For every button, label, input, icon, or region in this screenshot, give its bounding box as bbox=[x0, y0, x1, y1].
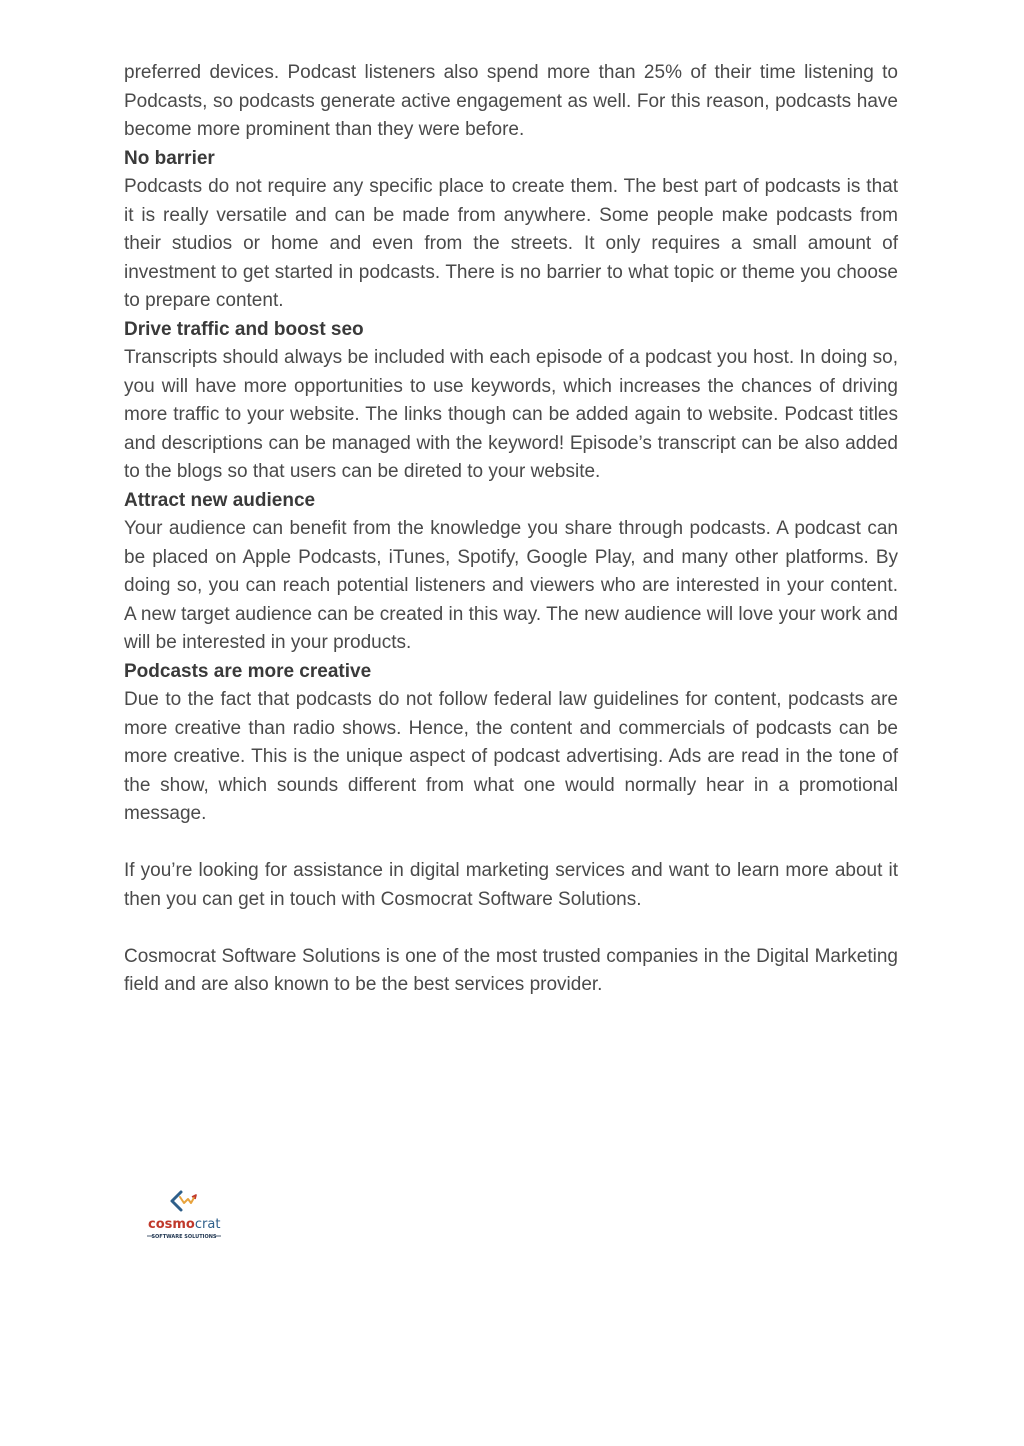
logo-tagline: SOFTWARE SOLUTIONS bbox=[151, 1234, 217, 1240]
logo-name-part2: crat bbox=[194, 1217, 221, 1232]
logo-mark-icon bbox=[172, 1192, 181, 1210]
section-body-no-barrier: Podcasts do not require any specific place to create them. The best part of podcasts is that it is really versatile and can be made from anywhere. Some people make podcasts from their studios or home and even from the streets. It only requires a small amount of investment to get started in podcasts. There is no barrier to what topic or theme you choose to prepare content. bbox=[124, 176, 898, 311]
company-logo bbox=[146, 1186, 222, 1242]
section-body-more-creative: Due to the fact that podcasts do not follow federal law guidelines for content, podcasts are more creative than radio shows. Hence, the content and commercials of podcasts can be more creative. This is the unique aspect of podcast advertising. Ads are read in the tone of the show, which sounds different from what one would normally hear in a promotional message. bbox=[124, 689, 898, 824]
closing-paragraph-contact: If you’re looking for assistance in digital marketing services and want to learn more about it then you can get in touch with Cosmocrat Software Solutions. bbox=[124, 860, 898, 910]
svg-text:cosmocrat bbox=[148, 1217, 220, 1232]
section-heading-drive-traffic: Drive traffic and boost seo bbox=[124, 318, 364, 340]
closing-paragraph-trusted: Cosmocrat Software Solutions is one of the most trusted companies in the Digital Marketing field and are also known to be the best services provider. bbox=[124, 945, 898, 995]
logo-name-part1: cosmo bbox=[148, 1217, 195, 1232]
section-heading-more-creative: Podcasts are more creative bbox=[124, 660, 372, 682]
section-heading-attract-audience: Attract new audience bbox=[124, 489, 316, 511]
section-body-attract-audience: Your audience can benefit from the knowledge you share through podcasts. A podcast can be placed on Apple Podcasts, iTunes, Spotify, Google Play, and many other platforms. By doing so, you can reach potential listeners and viewers who are interested in your content. A new target audience can be created in this way. The new audience will love your work and will be interested in your products. bbox=[124, 518, 898, 653]
intro-paragraph: preferred devices. Podcast listeners also spend more than 25% of their time listening to Podcasts, so podcasts generate active engagement as well. For this reason, podcasts have become more prominent than they were before. bbox=[124, 62, 898, 140]
section-heading-no-barrier: No barrier bbox=[124, 147, 215, 169]
document-page bbox=[124, 59, 898, 1000]
section-body-drive-traffic: Transcripts should always be included with each episode of a podcast you host. In doing so, you will have more opportunities to use keywords, which increases the chances of driving more traffic to your website. The links though can be added again to website. Podcast titles and descriptions can be managed with the keyword! Episode’s transcript can be also added to the blogs so that users can be direted to your website. bbox=[124, 347, 898, 482]
